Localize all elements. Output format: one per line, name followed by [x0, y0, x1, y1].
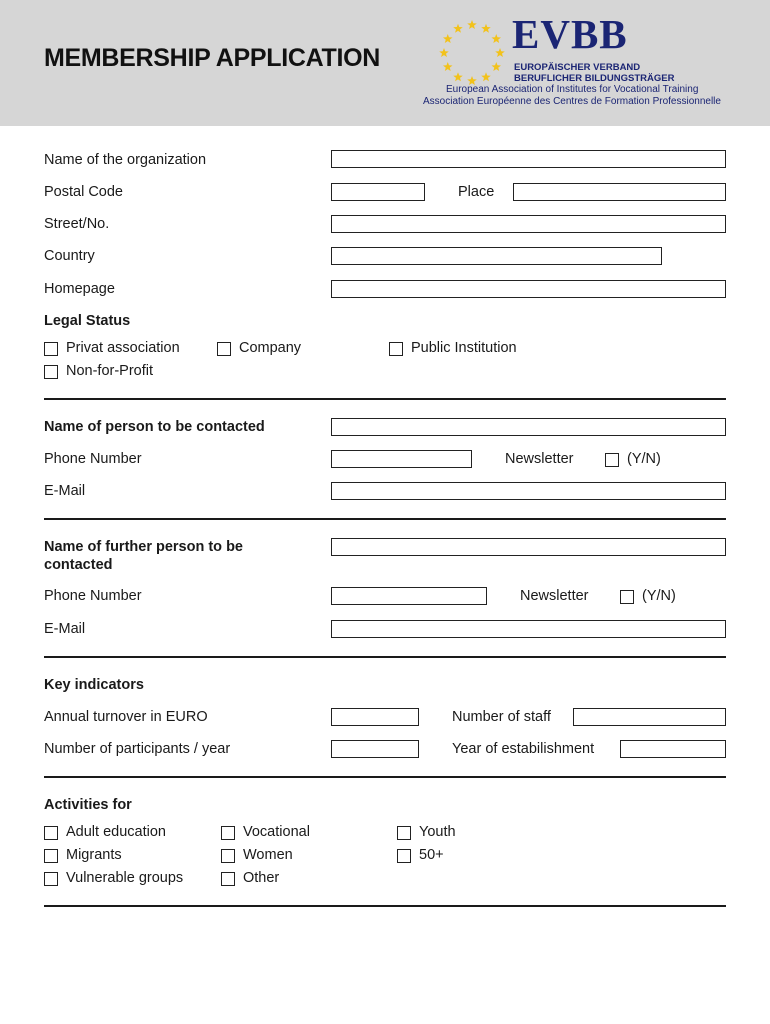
vulnerable-groups-checkbox[interactable] [44, 872, 58, 886]
star-icon [481, 24, 491, 33]
youth-checkbox[interactable] [397, 826, 411, 840]
company-label: Company [239, 340, 302, 356]
participants-label: Number of participants / year [44, 741, 231, 757]
public-institution-checkbox[interactable] [389, 342, 403, 356]
star-icon [443, 34, 453, 43]
privat-association-label: Privat association [66, 340, 180, 356]
organization-name-field[interactable] [331, 150, 726, 168]
further-newsletter-label: Newsletter [520, 588, 589, 604]
further-contact-field[interactable] [331, 538, 726, 556]
page-title: MEMBERSHIP APPLICATION [44, 44, 381, 72]
key-indicators-heading: Key indicators [44, 677, 144, 693]
privat-association-checkbox[interactable] [44, 342, 58, 356]
place-field[interactable] [513, 183, 726, 201]
contact-newsletter-checkbox[interactable] [605, 453, 619, 467]
migrants-checkbox[interactable] [44, 849, 58, 863]
women-checkbox[interactable] [221, 849, 235, 863]
section-divider [44, 656, 726, 658]
establishment-label: Year of estabilishment [452, 741, 595, 757]
homepage-field[interactable] [331, 280, 726, 298]
section-divider [44, 905, 726, 907]
staff-field[interactable] [573, 708, 726, 726]
youth-label: Youth [419, 824, 456, 840]
further-newsletter-option: (Y/N) [642, 588, 676, 604]
contact-email-field[interactable] [331, 482, 726, 500]
other-label: Other [243, 870, 280, 886]
vulnerable-groups-label: Vulnerable groups [66, 870, 184, 886]
company-checkbox[interactable] [217, 342, 231, 356]
contact-phone-field[interactable] [331, 450, 472, 468]
migrants-label: Migrants [66, 847, 122, 863]
place-label: Place [458, 184, 495, 200]
country-label: Country [44, 248, 95, 264]
organization-name-label: Name of the organization [44, 152, 207, 168]
country-field[interactable] [331, 247, 662, 265]
further-email-field[interactable] [331, 620, 726, 638]
star-icon [453, 72, 463, 81]
homepage-label: Homepage [44, 281, 115, 297]
adult-education-label: Adult education [66, 824, 166, 840]
vocational-checkbox[interactable] [221, 826, 235, 840]
street-field[interactable] [331, 215, 726, 233]
turnover-field[interactable] [331, 708, 419, 726]
star-icon [443, 62, 453, 71]
turnover-label: Annual turnover in EURO [44, 709, 208, 725]
non-for-profit-label: Non-for-Profit [66, 363, 154, 379]
other-checkbox[interactable] [221, 872, 235, 886]
public-institution-label: Public Institution [411, 340, 517, 356]
further-phone-field[interactable] [331, 587, 487, 605]
logo-subtitle-de-1: EUROPÄISCHER VERBAND [514, 62, 641, 73]
women-label: Women [243, 847, 293, 863]
star-icon [439, 48, 449, 57]
logo-subtitle-de-2: BERUFLICHER BILDUNGSTRÄGER [514, 73, 675, 84]
star-icon [453, 24, 463, 33]
adult-education-checkbox[interactable] [44, 826, 58, 840]
contact-email-label: E-Mail [44, 483, 86, 499]
establishment-field[interactable] [620, 740, 726, 758]
staff-label: Number of staff [452, 709, 551, 725]
header-band [0, 0, 770, 126]
contact-newsletter-label: Newsletter [505, 451, 574, 467]
star-icon [467, 20, 477, 29]
non-for-profit-checkbox[interactable] [44, 365, 58, 379]
street-label: Street/No. [44, 216, 110, 232]
postal-code-field[interactable] [331, 183, 425, 201]
logo-subtitle-fr: Association Européenne des Centres de Formation Professionnelle [423, 96, 721, 107]
fifty-plus-checkbox[interactable] [397, 849, 411, 863]
postal-code-label: Postal Code [44, 184, 123, 200]
vocational-label: Vocational [243, 824, 310, 840]
further-contact-label-line1: Name of further person to be [44, 539, 243, 555]
eu-stars-icon [432, 18, 512, 88]
section-divider [44, 776, 726, 778]
legal-status-heading: Legal Status [44, 313, 131, 329]
fifty-plus-label: 50+ [419, 847, 444, 863]
participants-field[interactable] [331, 740, 419, 758]
star-icon [495, 48, 505, 57]
further-phone-label: Phone Number [44, 588, 142, 604]
further-newsletter-checkbox[interactable] [620, 590, 634, 604]
contact-person-field[interactable] [331, 418, 726, 436]
contact-person-label: Name of person to be contacted [44, 419, 265, 435]
star-icon [491, 34, 501, 43]
logo-name: EVBB [512, 11, 628, 57]
star-icon [481, 72, 491, 81]
further-contact-label-line2: contacted [44, 557, 113, 573]
section-divider [44, 518, 726, 520]
further-email-label: E-Mail [44, 621, 86, 637]
section-divider [44, 398, 726, 400]
logo-subtitle-en: European Association of Institutes for Vocational Training [446, 84, 699, 95]
contact-phone-label: Phone Number [44, 451, 142, 467]
activities-heading: Activities for [44, 797, 132, 813]
contact-newsletter-option: (Y/N) [627, 451, 661, 467]
star-icon [491, 62, 501, 71]
